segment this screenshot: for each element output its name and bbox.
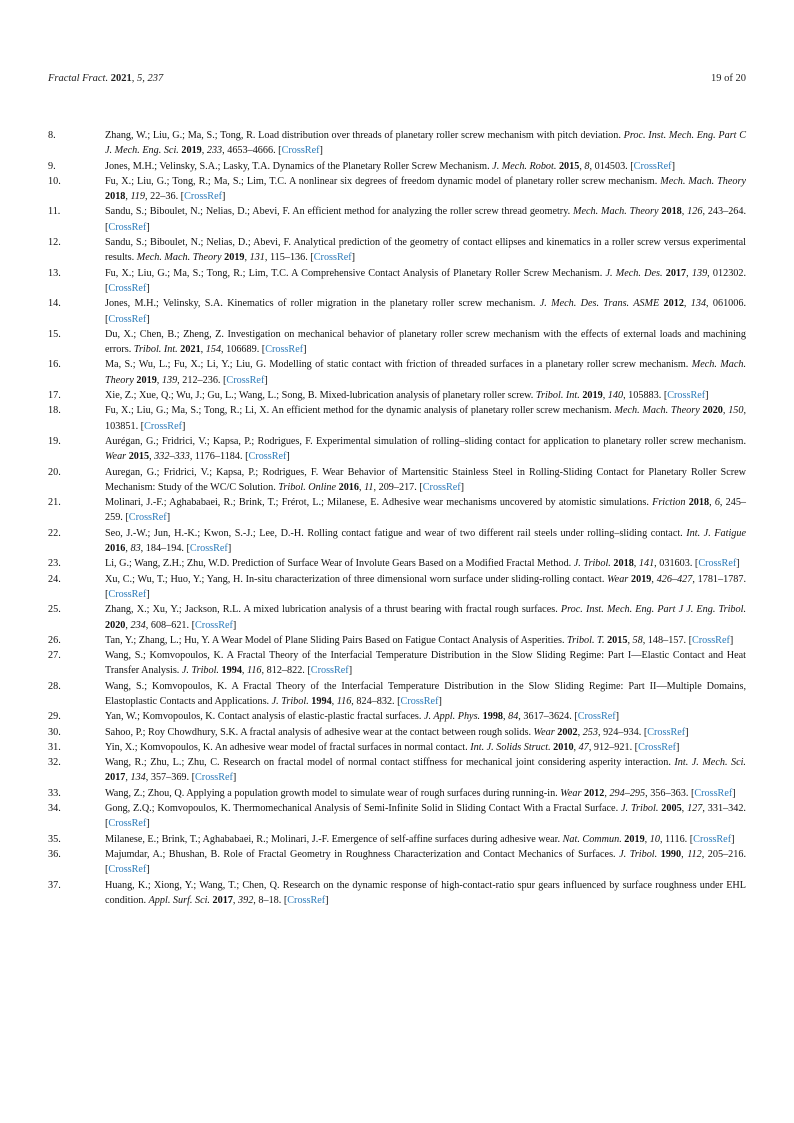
reference-journal: Appl. Surf. Sci. — [148, 894, 210, 906]
reference-item: 19. Aurégan, G.; Fridrici, V.; Kapsa, P.; Rodrigues, F. Experimental simulation of rolling–sliding contact for application to planetary roller screw mechanism. Wear 2015, 332–333, 1176–1184. [CrossRef] — [48, 435, 746, 463]
reference-volume: 150 — [728, 405, 744, 417]
reference-year: 2019 — [136, 374, 157, 386]
reference-pages: , 106689. — [221, 344, 262, 356]
reference-authors-title: Aurégan, G.; Fridrici, V.; Kapsa, P.; Rodrigues, F. Experimental simulation of rolling–sliding contact for application to planetary roller screw mechanism. — [105, 435, 746, 447]
reference-authors-title: Wang, S.; Komvopoulos, K. A Fractal Theory of the Interfacial Temperature Distribution in the Slow Sliding Regime: Part II—Multiple Domains, Elastoplastic Contacts and Applications. — [105, 680, 746, 707]
reference-year: 2012 — [663, 298, 684, 310]
reference-pages: , 212–236. — [177, 374, 224, 386]
reference-authors-title: Yin, X.; Komvopoulos, K. An adhesive wear model of fractal surfaces in normal contact. — [105, 741, 471, 753]
reference-item: 11. Sandu, S.; Biboulet, N.; Nelias, D.; Abevi, F. An efficient method for analyzing the roller screw thread geometry. Mech. Mach. Theory 2018, 126, 243–264. [CrossRef] — [48, 206, 747, 233]
reference-number: 35. — [48, 833, 61, 845]
reference-number: 18. — [48, 405, 61, 417]
journal-name: Fractal Fract. — [48, 73, 109, 84]
reference-journal: Mech. Mach. Theory — [136, 252, 222, 264]
reference-pages: , 912–921. — [588, 741, 635, 753]
reference-authors-title: Xie, Z.; Xue, Q.; Wu, J.; Gu, L.; Wang, L.; Song, B. Mixed-lubrication analysis of planetary roller screw. — [105, 390, 536, 402]
reference-authors-title: Jones, M.H.; Velinsky, S.A.; Lasky, T.A. Dynamics of the Planetary Roller Screw Mechanism. — [105, 160, 493, 172]
reference-number: 24. — [48, 573, 61, 585]
reference-pages: , 061006. — [706, 298, 747, 310]
reference-journal: Int. J. Solids Struct. — [470, 741, 551, 753]
reference-pages: , 245–259. — [105, 497, 747, 524]
reference-item: 21. Molinari, J.-F.; Aghababaei, R.; Brink, T.; Frérot, L.; Milanese, E. Adhesive wear mechanisms uncovered by atomistic simulations. Friction 2018, 6, 245–259. [CrossRef] — [48, 497, 747, 524]
reference-pages: , 4653–4666. — [222, 145, 279, 157]
reference-volume: 8 — [584, 160, 590, 172]
reference-journal: J. Tribol. — [619, 848, 658, 860]
crossref-link[interactable]: CrossRef — [108, 282, 147, 294]
reference-volume: 131 — [249, 252, 265, 264]
reference-year: 2010 — [553, 741, 574, 753]
reference-number: 29. — [48, 711, 61, 723]
reference-pages: , 209–217. — [373, 481, 420, 493]
reference-year: 2017 — [105, 772, 126, 784]
reference-journal: Wear — [607, 573, 629, 585]
reference-year: 2019 — [624, 833, 645, 845]
reference-journal: Proc. Inst. Mech. Eng. Part J J. Eng. Tribol. — [560, 604, 746, 616]
reference-number: 30. — [48, 726, 61, 738]
reference-year: 2017 — [665, 267, 687, 279]
crossref-link[interactable]: CrossRef — [195, 772, 233, 784]
reference-year: 2015 — [607, 634, 628, 646]
reference-year: 2002 — [557, 726, 578, 738]
reference-number: 21. — [48, 497, 61, 509]
reference-pages: , 105883. — [623, 390, 664, 402]
crossref-link[interactable]: CrossRef — [647, 726, 686, 738]
reference-authors-title: Sandu, S.; Biboulet, N.; Nelias, D.; Abevi, F. Analytical prediction of the geometry of contact ellipses and kinematics in a roller screw versus experimental results. — [105, 237, 746, 264]
reference-number: 19. — [48, 435, 61, 447]
reference-volume: 140 — [607, 390, 624, 402]
reference-volume: 294–295 — [609, 787, 646, 799]
reference-item: 17. Xie, Z.; Xue, Q.; Wu, J.; Gu, L.; Wang, L.; Song, B. Mixed-lubrication analysis of planetary roller screw. Tribol. Int. 2019, 140, 105883. [CrossRef] — [48, 388, 746, 403]
reference-number: 17. — [48, 390, 61, 402]
reference-volume: 139 — [691, 267, 708, 279]
reference-journal: Wear — [105, 451, 127, 463]
reference-authors-title: Wang, S.; Komvopoulos, K. A Fractal Theory of the Interfacial Temperature Distribution in the Slow Sliding Regime: Part I—Elastic Contact and Heat Transfer Analysis. — [105, 650, 746, 677]
reference-volume: 6 — [714, 497, 720, 509]
reference-pages: , 356–363. — [645, 787, 691, 799]
reference-authors-title: Molinari, J.-F.; Aghababaei, R.; Brink, T.; Frérot, L.; Milanese, E. Adhesive wear mechanisms uncovered by atomistic simulations. — [105, 497, 653, 509]
reference-pages: , 608–621. — [145, 619, 192, 631]
reference-number: 33. — [48, 787, 61, 799]
reference-volume: 126 — [687, 206, 703, 218]
reference-journal: Tribol. T. — [567, 634, 605, 646]
reference-authors-title: Gong, Z.Q.; Komvopoulos, K. Thermomechanical Analysis of Semi-Infinite Solid in Sliding Contact With a Fractal Surface. — [105, 803, 621, 815]
reference-year: 2018 — [661, 206, 682, 218]
reference-list — [48, 128, 746, 908]
reference-number: 25. — [48, 604, 61, 616]
reference-volume: 11 — [364, 481, 374, 493]
crossref-link[interactable]: CrossRef — [108, 818, 147, 830]
crossref-link[interactable]: CrossRef — [128, 512, 167, 524]
reference-journal: J. Mech. Des. — [605, 267, 663, 279]
reference-year: 2020 — [105, 619, 126, 631]
reference-year: 2019 — [631, 573, 652, 585]
reference-pages: , 115–136. — [264, 252, 311, 264]
reference-authors-title: Milanese, E.; Brink, T.; Aghababaei, R.; Molinari, J.-F. Emergence of self-affine surfaces during adhesive wear. — [105, 833, 563, 845]
crossref-link[interactable]: CrossRef — [195, 619, 233, 631]
reference-item: 35. Milanese, E.; Brink, T.; Aghababaei, R.; Molinari, J.-F. Emergence of self-affine surfaces during adhesive wear. Nat. Commun. 2019, 10, 1116. [CrossRef] — [48, 832, 746, 847]
reference-authors-title: Wang, Z.; Zhou, Q. Applying a population growth model to simulate wear of rough surfaces during running-in. — [105, 787, 561, 799]
reference-number: 37. — [48, 879, 61, 891]
reference-authors-title: Xu, C.; Wu, T.; Huo, Y.; Yang, H. In-situ characterization of three dimensional worn surface under sliding-rolling contact. — [105, 573, 608, 585]
reference-item: 22. Seo, J.-W.; Jun, H.-K.; Kwon, S.-J.; Lee, D.-H. Rolling contact fatigue and wear of two different rail steels under rolling–sliding contact. Int. J. Fatigue 2016, 83, 184–194. [CrossRef] — [48, 527, 746, 555]
reference-volume: 47 — [578, 741, 589, 753]
reference-journal: Wear — [560, 787, 582, 799]
reference-authors-title: Fu, X.; Liu, G.; Tong, R.; Ma, S.; Lim, T.C. A nonlinear six degrees of freedom dynamic model of planetary roller screw mechanism. — [105, 175, 661, 187]
reference-authors-title: Auregan, G.; Fridrici, V.; Kapsa, P.; Rodrigues, F. Wear Behavior of Martensitic Stainless Steel in Rolling-Sliding Contact for Planetary Roller Screw Mechanism: Study of the WC/C Solution. — [105, 466, 746, 493]
reference-number: 13. — [48, 267, 61, 279]
reference-journal: Wear — [533, 726, 555, 738]
reference-number: 10. — [48, 175, 61, 187]
reference-authors-title: Huang, K.; Xiong, Y.; Wang, T.; Chen, Q. Research on the dynamic response of high-contact-ratio spur gears influenced by surface roughness under EHL condition. — [105, 879, 746, 906]
reference-authors-title: Sahoo, P.; Roy Chowdhury, S.K. A fractal analysis of adhesive wear at the contact between rough solids. — [105, 726, 534, 738]
reference-item: 37. Huang, K.; Xiong, Y.; Wang, T.; Chen, Q. Research on the dynamic response of high-contact-ratio spur gears influenced by surface roughness under EHL condition. Appl. Surf. Sci. 2017, 392, 8–18. [CrossRef] — [48, 879, 746, 906]
reference-authors-title: Zhang, X.; Xu, Y.; Jackson, R.L. A mixed lubrication analysis of a thrust bearing with fractal rough surfaces. — [105, 604, 561, 616]
reference-journal: Nat. Commun. — [562, 833, 622, 845]
reference-journal: Proc. Inst. Mech. Eng. Part C J. Mech. Eng. Sci. — [105, 130, 746, 157]
crossref-link[interactable]: CrossRef — [698, 558, 737, 570]
reference-year: 2012 — [583, 787, 605, 799]
crossref-link[interactable]: CrossRef — [287, 894, 326, 906]
crossref-link[interactable]: CrossRef — [633, 160, 672, 172]
reference-pages: , 1116. — [659, 833, 690, 845]
reference-number: 26. — [48, 634, 61, 646]
reference-number: 22. — [48, 527, 61, 539]
reference-number: 27. — [48, 650, 61, 662]
running-head — [48, 73, 163, 84]
reference-pages: , 014503. — [589, 160, 631, 172]
crossref-link[interactable]: CrossRef — [108, 864, 147, 876]
reference-pages: , 8–18. — [253, 894, 284, 906]
reference-item: 36. Majumdar, A.; Bhushan, B. Role of Fractal Geometry in Roughness Characterization and Contact Mechanics of Surfaces. J. Tribol. 1990, 112, 205–216. [CrossRef] — [48, 848, 746, 876]
reference-year: 2018 — [105, 191, 126, 203]
reference-volume: 426–427 — [656, 573, 693, 585]
reference-authors-title: Zhang, W.; Liu, G.; Ma, S.; Tong, R. Load distribution over threads of planetary roller screw mechanism with pitch deviation. — [105, 130, 624, 141]
reference-pages: , 331–342. — [702, 803, 746, 815]
reference-volume: 332–333 — [154, 451, 190, 463]
reference-volume: 10 — [649, 833, 660, 845]
crossref-link[interactable]: CrossRef — [248, 451, 287, 463]
reference-year: 1994 — [221, 665, 242, 677]
reference-volume: 112 — [687, 848, 702, 860]
reference-number: 9. — [48, 160, 56, 172]
reference-year: 2017 — [212, 894, 233, 906]
reference-year: 2015 — [558, 160, 580, 172]
reference-volume: 234 — [130, 619, 146, 631]
reference-year: 2016 — [105, 543, 126, 555]
reference-volume: 253 — [582, 726, 598, 738]
reference-journal: Mech. Mach. Theory — [660, 175, 747, 187]
crossref-link[interactable]: CrossRef — [265, 344, 304, 356]
crossref-link[interactable]: CrossRef — [108, 221, 147, 233]
reference-journal: J. Mech. Robot. — [492, 160, 557, 172]
reference-number: 28. — [48, 680, 61, 692]
reference-year: 2019 — [582, 390, 603, 402]
reference-item: 12. Sandu, S.; Biboulet, N.; Nelias, D.; Abevi, F. Analytical prediction of the geometry of contact ellipses and kinematics in a roller screw versus experimental results. Mech. Mach. Theory 2019, 131, 115–136. [CrossRef] — [48, 237, 746, 264]
reference-volume: 141 — [638, 558, 655, 570]
crossref-link[interactable]: CrossRef — [189, 543, 228, 555]
reference-item: 33. Wang, Z.; Zhou, Q. Applying a population growth model to simulate wear of rough surfaces during running-in. Wear 2012, 294–295, 356–363. [CrossRef] — [48, 786, 746, 801]
reference-volume: 116 — [336, 695, 352, 707]
reference-authors-title: Tan, Y.; Zhang, L.; Hu, Y. A Wear Model of Plane Sliding Pairs Based on Fatigue Contact Analysis of Asperities. — [105, 634, 568, 646]
reference-pages: , 243–264. — [702, 206, 747, 218]
reference-authors-title: Wang, R.; Zhu, L.; Zhu, C. Research on fractal model of normal contact stiffness for mechanical joint considering asperity interaction. — [105, 757, 675, 769]
crossref-link[interactable]: CrossRef — [638, 741, 676, 753]
reference-authors-title: Ma, S.; Wu, L.; Fu, X.; Li, Y.; Liu, G. Modelling of static contact with friction of threaded surfaces in a planetary roller screw mechanism. — [105, 359, 692, 371]
reference-year: 2020 — [702, 405, 723, 417]
reference-pages: , 031603. — [654, 558, 695, 570]
reference-year: 2015 — [128, 451, 150, 463]
reference-year: 2018 — [688, 497, 710, 509]
reference-journal: J. Tribol. — [621, 803, 659, 815]
reference-number: 12. — [48, 237, 61, 249]
reference-item: 14. Jones, M.H.; Velinsky, S.A. Kinematics of roller migration in the planetary roller screw mechanism. J. Mech. Des. Trans. ASME 2012, 134, 061006. [CrossRef] — [48, 298, 747, 325]
reference-journal: Friction — [652, 497, 686, 509]
reference-item: 34. Gong, Z.Q.; Komvopoulos, K. Thermomechanical Analysis of Semi-Infinite Solid in Sliding Contact With a Fractal Surface. J. Tribol. 2005, 127, 331–342. [CrossRef] — [48, 803, 746, 830]
reference-item: 15. Du, X.; Chen, B.; Zheng, Z. Investigation on mechanical behavior of planetary roller screw mechanism with the effects of external loads and machining errors. Tribol. Int. 2021, 154, 106689. [CrossRef] — [48, 328, 746, 356]
page-number: 19 of 20 — [711, 73, 746, 84]
reference-authors-title: Du, X.; Chen, B.; Zheng, Z. Investigation on mechanical behavior of planetary roller screw mechanism with the effects of external loads and machining errors. — [105, 328, 746, 356]
reference-number: 31. — [48, 741, 61, 753]
reference-item: 8. Zhang, W.; Liu, G.; Ma, S.; Tong, R. Load distribution over threads of planetary roller screw mechanism with pitch deviation. Proc. Inst. Mech. Eng. Part C J. Mech. Eng. Sci. 2019, 233, 4653–4666. [CrossRef] — [48, 130, 746, 157]
reference-journal: J. Appl. Phys. — [423, 711, 481, 723]
journal-volume: , 5, 237 — [131, 73, 164, 84]
reference-authors-title: Sandu, S.; Biboulet, N.; Nelias, D.; Abevi, F. An efficient method for analyzing the roller screw thread geometry. — [105, 206, 574, 218]
reference-year: 2019 — [224, 252, 245, 264]
crossref-link[interactable]: CrossRef — [184, 191, 222, 203]
reference-volume: 127 — [687, 803, 703, 815]
reference-number: 8. — [48, 130, 56, 141]
reference-pages: , 22–36. — [145, 191, 181, 203]
reference-number: 14. — [48, 298, 61, 310]
reference-pages: , 1781–1787. — [692, 573, 747, 585]
reference-item: 18. Fu, X.; Liu, G.; Ma, S.; Tong, R.; Li, X. An efficient method for the dynamic analysis of planetary roller screw mechanism. Mech. Mach. Theory 2020, 150, 103851. [CrossRef] — [48, 405, 747, 432]
crossref-link[interactable]: CrossRef — [577, 711, 616, 723]
reference-volume: 83 — [130, 543, 141, 555]
reference-year: 2021 — [180, 344, 201, 356]
reference-journal: Mech. Mach. Theory — [105, 359, 746, 386]
reference-authors-title: Li, G.; Wang, Z.H.; Zhu, W.D. Prediction of Surface Wear of Involute Gears Based on a Modified Fractal Method. — [105, 558, 574, 570]
reference-journal: Mech. Mach. Theory — [614, 405, 700, 417]
reference-number: 11. — [48, 206, 61, 218]
reference-journal: J. Tribol. — [573, 558, 611, 570]
reference-item: 31. Yin, X.; Komvopoulos, K. An adhesive wear model of fractal surfaces in normal contact. Int. J. Solids Struct. 2010, 47, 912–921. [CrossRef] — [48, 740, 746, 755]
crossref-link[interactable]: CrossRef — [108, 313, 147, 325]
reference-number: 16. — [48, 359, 61, 371]
reference-item: 24. Xu, C.; Wu, T.; Huo, Y.; Yang, H. In-situ characterization of three dimensional worn surface under sliding-rolling contact. Wear 2019, 426–427, 1781–1787. [CrossRef] — [48, 573, 747, 600]
reference-authors-title: Majumdar, A.; Bhushan, B. Role of Fractal Geometry in Roughness Characterization and Contact Mechanics of Surfaces. — [105, 848, 620, 860]
reference-pages: , 1176–1184. — [189, 451, 246, 463]
reference-item: 13. Fu, X.; Liu, G.; Ma, S.; Tong, R.; Lim, T.C. A Comprehensive Contact Analysis of Planetary Roller Screw Mechanism. J. Mech. Des. 2017, 139, 012302. [CrossRef] — [48, 267, 747, 294]
reference-journal: J. Mech. Des. Trans. ASME — [539, 298, 660, 310]
reference-pages: , 012302. — [707, 267, 747, 279]
reference-year: 1994 — [311, 695, 332, 707]
crossref-link[interactable]: CrossRef — [400, 695, 439, 707]
reference-year: 2005 — [661, 803, 682, 815]
reference-number: 34. — [48, 803, 61, 815]
reference-journal: Int. J. Fatigue — [686, 527, 746, 539]
reference-pages: , 148–157. — [642, 634, 689, 646]
reference-journal: Tribol. Int. — [535, 390, 580, 402]
reference-pages: , 924–934. — [597, 726, 644, 738]
reference-year: 1990 — [660, 848, 682, 860]
crossref-link[interactable]: CrossRef — [694, 787, 733, 799]
reference-authors-title: Seo, J.-W.; Jun, H.-K.; Kwon, S.-J.; Lee, D.-H. Rolling contact fatigue and wear of two different rail steels under rolling–sliding contact. — [105, 527, 687, 539]
crossref-link[interactable]: CrossRef — [226, 374, 265, 386]
crossref-link[interactable]: CrossRef — [310, 665, 349, 677]
reference-item: 29. Yan, W.; Komvopoulos, K. Contact analysis of elastic-plastic fractal surfaces. J. Appl. Phys. 1998, 84, 3617–3624. [CrossRef] — [48, 709, 746, 724]
crossref-link[interactable]: CrossRef — [281, 145, 320, 157]
reference-item: 27. Wang, S.; Komvopoulos, K. A Fractal Theory of the Interfacial Temperature Distribution in the Slow Sliding Regime: Part I—Elastic Contact and Heat Transfer Analysis. J. Tribol. 1994, 116, 812–822. [CrossRef] — [48, 650, 746, 677]
reference-item: 26. Tan, Y.; Zhang, L.; Hu, Y. A Wear Model of Plane Sliding Pairs Based on Fatigue Contact Analysis of Asperities. Tribol. T. 2015, 58, 148–157. [CrossRef] — [48, 633, 746, 648]
reference-journal: Mech. Mach. Theory — [573, 206, 659, 218]
reference-item: 20. Auregan, G.; Fridrici, V.; Kapsa, P.; Rodrigues, F. Wear Behavior of Martensitic Stainless Steel in Rolling-Sliding Contact for Planetary Roller Screw Mechanism: Study of the WC/C Solution. Tribol. Online 2016, 11, 209–217. [CrossRef] — [48, 466, 746, 493]
reference-authors-title: Fu, X.; Liu, G.; Ma, S.; Tong, R.; Li, X. An efficient method for the dynamic analysis of planetary roller screw mechanism. — [105, 405, 615, 417]
reference-volume: 119 — [130, 191, 145, 203]
crossref-link[interactable]: CrossRef — [313, 252, 352, 264]
reference-volume: 134 — [690, 298, 707, 310]
reference-item: 9. Jones, M.H.; Velinsky, S.A.; Lasky, T.A. Dynamics of the Planetary Roller Screw Mechanism. J. Mech. Robot. 2015, 8, 014503. [CrossRef] — [48, 159, 746, 174]
reference-year: 2016 — [338, 481, 359, 493]
reference-authors-title: Jones, M.H.; Velinsky, S.A. Kinematics of roller migration in the planetary roller screw mechanism. — [105, 298, 540, 310]
reference-pages: , 824–832. — [351, 695, 398, 707]
reference-year: 2018 — [613, 558, 634, 570]
crossref-link[interactable]: CrossRef — [667, 390, 706, 402]
reference-journal: Int. J. Mech. Sci. — [674, 757, 746, 769]
reference-pages: , 205–216. — [701, 848, 746, 860]
journal-year: 2021 — [110, 73, 132, 84]
reference-year: 2019 — [181, 145, 202, 157]
reference-pages: , 3617–3624. — [518, 711, 575, 723]
reference-pages: , 812–822. — [261, 665, 308, 677]
reference-volume: 134 — [130, 772, 146, 784]
reference-journal: Tribol. Online — [278, 481, 337, 493]
reference-number: 36. — [48, 848, 61, 860]
reference-volume: 116 — [247, 665, 262, 677]
reference-pages: , 357–369. — [145, 772, 192, 784]
reference-item: 25. Zhang, X.; Xu, Y.; Jackson, R.L. A mixed lubrication analysis of a thrust bearing with fractal rough surfaces. Proc. Inst. Mech. Eng. Part J J. Eng. Tribol. 2020, 234, 608–621. [CrossRef] — [48, 604, 746, 631]
reference-item: 32. Wang, R.; Zhu, L.; Zhu, C. Research on fractal model of normal contact stiffness for mechanical joint considering asperity interaction. Int. J. Mech. Sci. 2017, 134, 357–369. [CrossRef] — [48, 757, 746, 784]
reference-number: 15. — [48, 328, 61, 340]
crossref-link[interactable]: CrossRef — [691, 634, 730, 646]
reference-pages: , 184–194. — [140, 543, 187, 555]
reference-journal: J. Tribol. — [181, 665, 219, 677]
reference-pages: , 103851. — [105, 405, 747, 432]
reference-authors-title: Yan, W.; Komvopoulos, K. Contact analysis of elastic-plastic fractal surfaces. — [105, 711, 424, 723]
reference-number: 20. — [48, 466, 61, 478]
crossref-link[interactable]: CrossRef — [108, 588, 147, 600]
crossref-link[interactable]: CrossRef — [144, 420, 182, 432]
reference-number: 32. — [48, 757, 61, 769]
reference-volume: 233 — [206, 145, 223, 157]
reference-volume: 58 — [632, 634, 643, 646]
reference-item: 23. Li, G.; Wang, Z.H.; Zhu, W.D. Prediction of Surface Wear of Involute Gears Based on a Modified Fractal Method. J. Tribol. 2018, 141, 031603. [CrossRef] — [48, 556, 746, 571]
reference-number: 23. — [48, 558, 61, 570]
reference-item: 28. Wang, S.; Komvopoulos, K. A Fractal Theory of the Interfacial Temperature Distribution in the Slow Sliding Regime: Part II—Multiple Domains, Elastoplastic Contacts and Applications. J. Tribol. 1994, 116, 824–832. [CrossRef] — [48, 680, 746, 707]
reference-volume: 84 — [508, 711, 519, 723]
crossref-link[interactable]: CrossRef — [693, 833, 732, 845]
reference-authors-title: Fu, X.; Liu, G.; Ma, S.; Tong, R.; Lim, T.C. A Comprehensive Contact Analysis of Planetary Roller Screw Mechanism. — [105, 267, 606, 279]
reference-journal: J. Tribol. — [271, 695, 309, 707]
reference-item: 10. Fu, X.; Liu, G.; Tong, R.; Ma, S.; Lim, T.C. A nonlinear six degrees of freedom dynamic model of planetary roller screw mechanism. Mech. Mach. Theory 2018, 119, 22–36. [CrossRef] — [48, 175, 747, 203]
reference-year: 1998 — [482, 711, 504, 723]
reference-journal: Tribol. Int. — [133, 344, 178, 356]
reference-volume: 139 — [161, 374, 178, 386]
reference-item: 16. Ma, S.; Wu, L.; Fu, X.; Li, Y.; Liu, G. Modelling of static contact with friction of threaded surfaces in a planetary roller screw mechanism. Mech. Mach. Theory 2019, 139, 212–236. [CrossRef] — [48, 359, 746, 386]
reference-item: 30. Sahoo, P.; Roy Chowdhury, S.K. A fractal analysis of adhesive wear at the contact between rough solids. Wear 2002, 253, 924–934. [CrossRef] — [48, 725, 746, 740]
reference-volume: 154 — [205, 344, 222, 356]
crossref-link[interactable]: CrossRef — [422, 481, 461, 493]
reference-volume: 392 — [238, 894, 254, 906]
